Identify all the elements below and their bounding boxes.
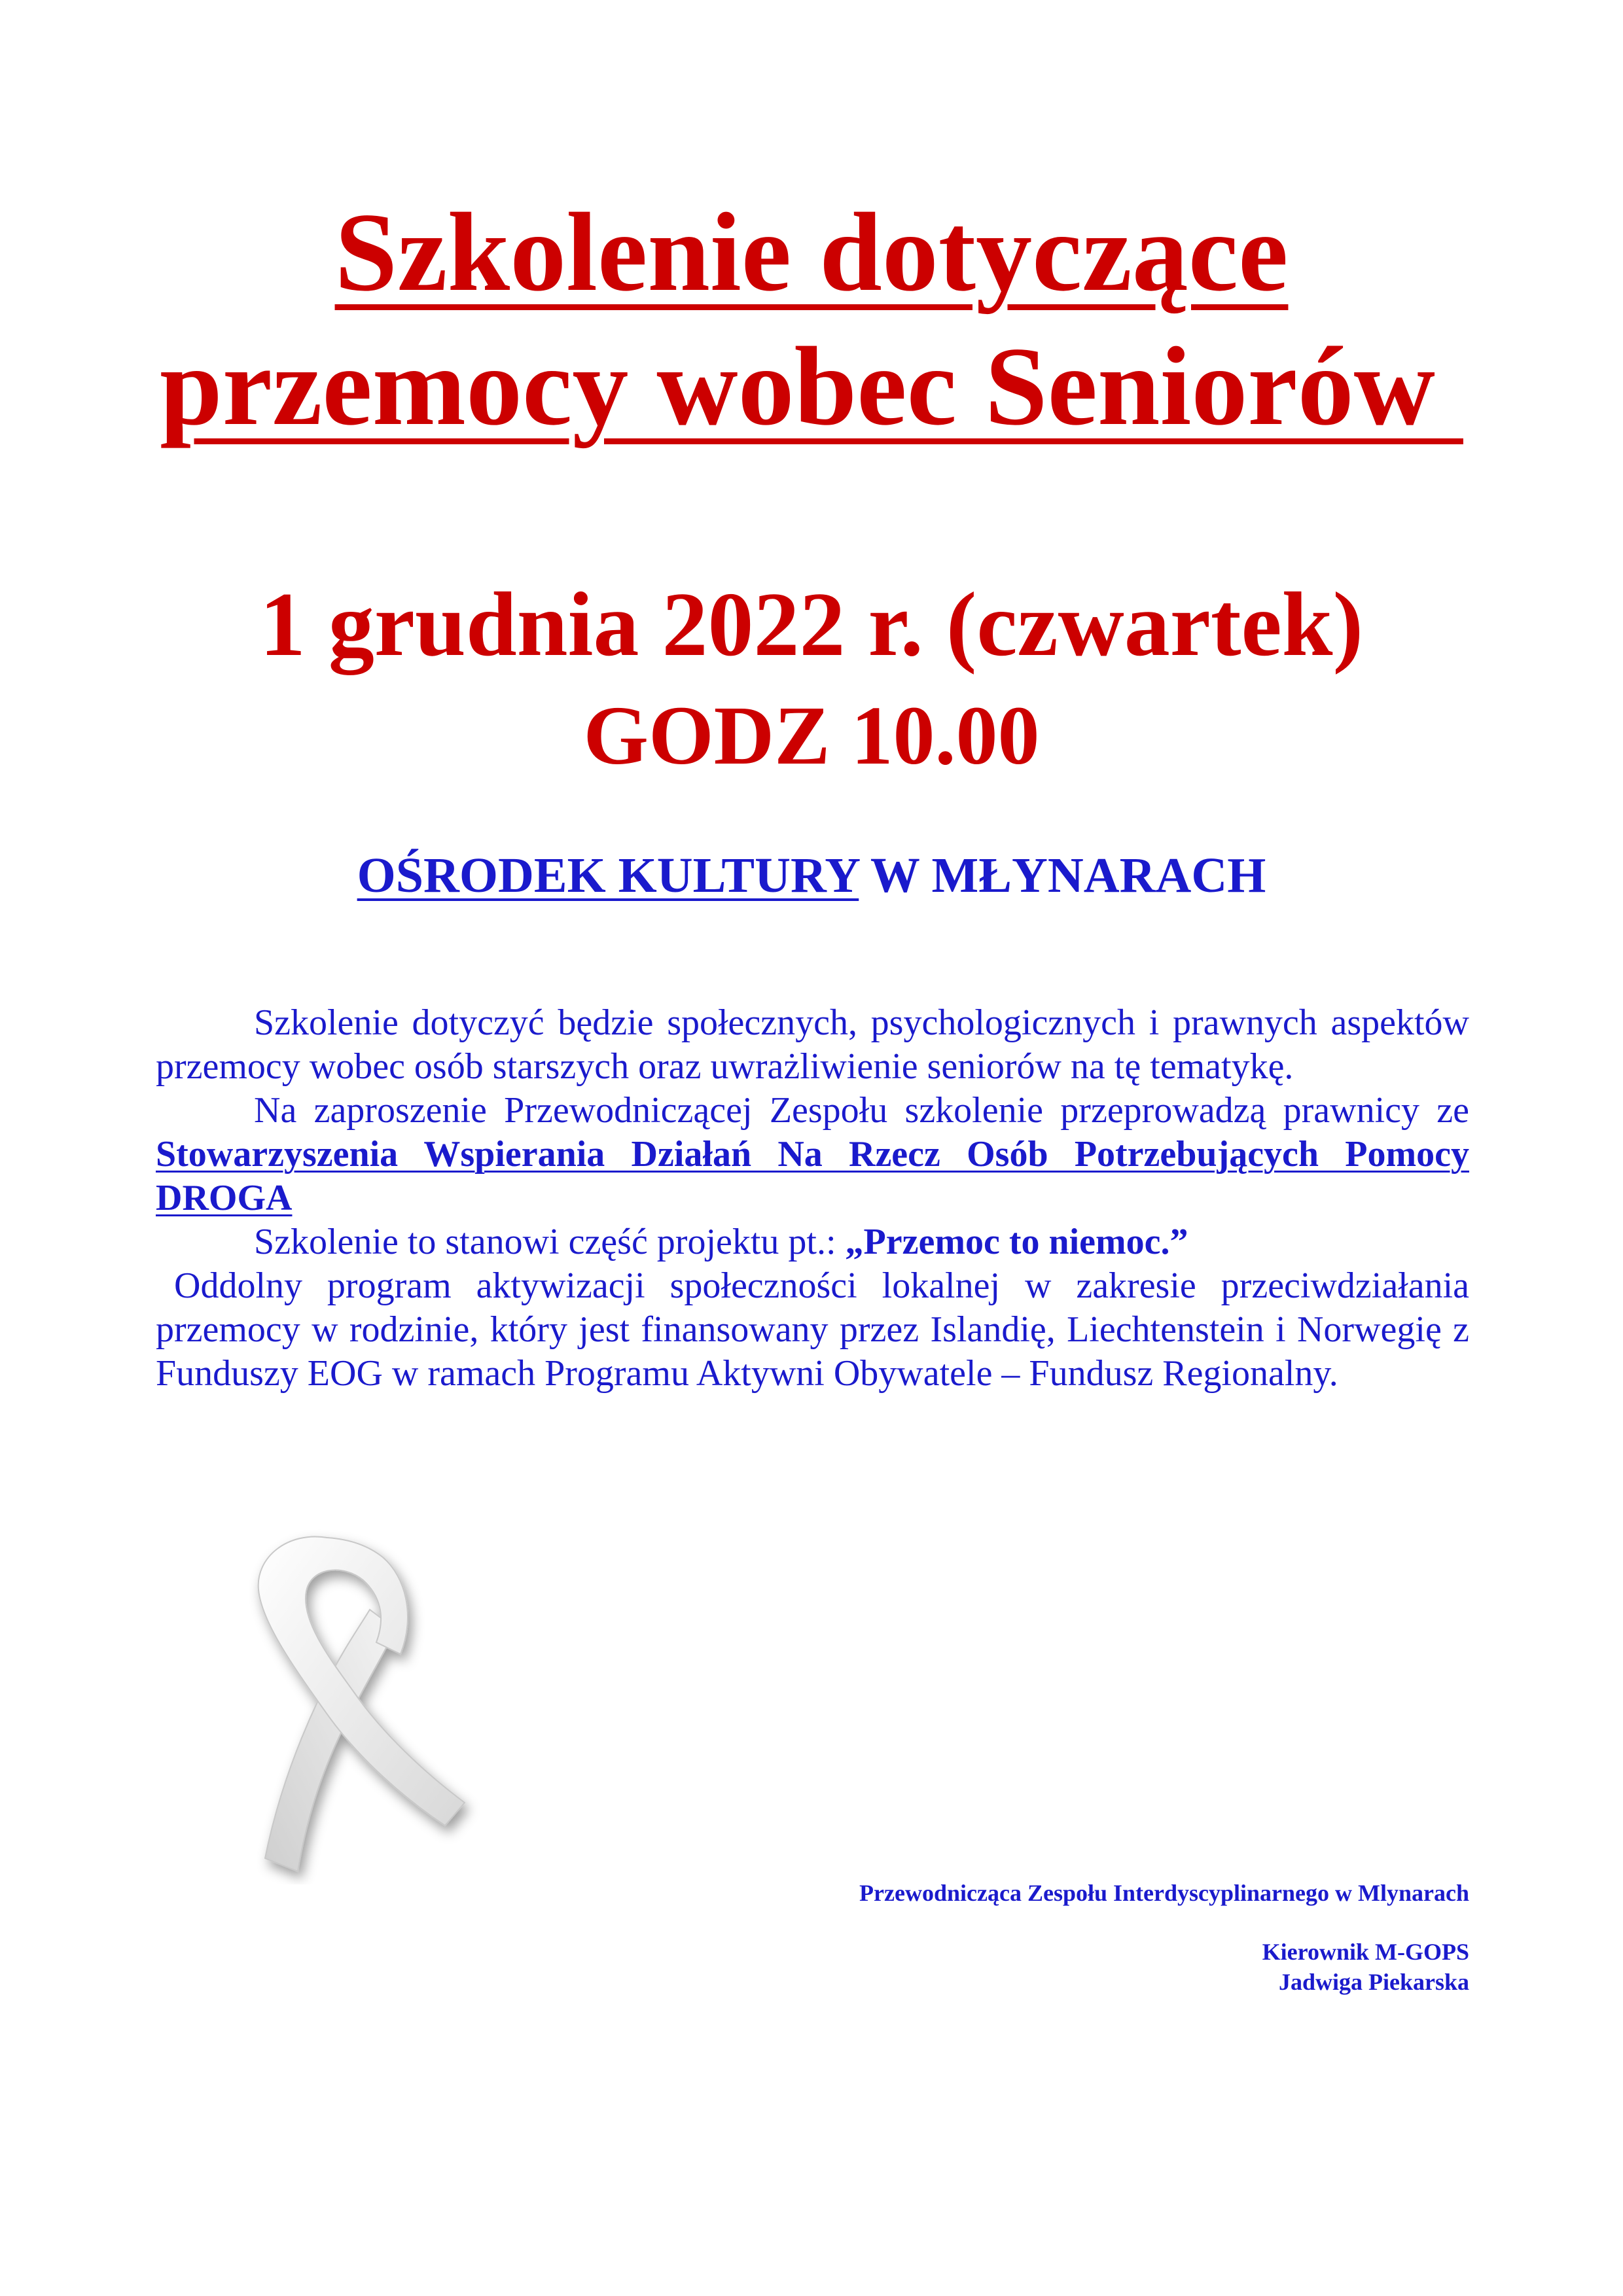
event-date: 1 grudnia 2022 r. (czwartek)	[259, 574, 1364, 675]
venue-name: OŚRODEK KULTURY	[357, 848, 859, 903]
description-paragraph-2	[156, 1089, 1469, 1220]
description	[156, 1001, 1469, 1396]
event-venue	[0, 848, 1623, 903]
description-paragraph-1: Szkolenie dotyczyć będzie społecznych, psychologicznych i prawnych aspektów przemocy wobec osób starszych oraz uwrażliwienie seniorów na tę tematykę.	[156, 1002, 1469, 1087]
paragraph-3-text: Szkolenie to stanowi część projektu pt.:	[254, 1222, 846, 1262]
title-line-1: Szkolenie dotyczące	[334, 190, 1289, 315]
event-time: GODZ 10.00	[583, 689, 1040, 782]
paragraph-2-text: Na zaproszenie Przewodniczącej Zespołu szkolenie przeprowadzą prawnicy ze	[254, 1090, 1469, 1131]
title-line-2: przemocy wobec Seniorów	[160, 325, 1463, 449]
venue-town: W MŁYNARACH	[859, 848, 1266, 903]
description-paragraph-3	[156, 1220, 1469, 1264]
white-awareness-ribbon-icon	[229, 1518, 504, 1884]
signature-role: Kierownik M-GOPS	[1262, 1939, 1469, 1965]
organization-link[interactable]: Stowarzyszenia Wspierania Działań Na Rzecz Osób Potrzebujących Pomocy DROGA	[156, 1134, 1469, 1218]
signature-committee: Przewodnicząca Zespołu Interdyscyplinarnego w Mlynarach	[859, 1880, 1469, 1906]
signature-name: Jadwiga Piekarska	[1278, 1969, 1469, 1995]
description-paragraph-4: Oddolny program aktywizacji społeczności lokalnej w zakresie przeciwdziałania przemocy w rodzinie, który jest finansowany przez Islandię, Liechtenstein i Norwegię z Funduszy EOG w ramach Programu Aktywni Obywatele – Fundusz Regionalny.	[156, 1265, 1469, 1394]
project-title: „Przemoc to niemoc.”	[845, 1222, 1188, 1262]
